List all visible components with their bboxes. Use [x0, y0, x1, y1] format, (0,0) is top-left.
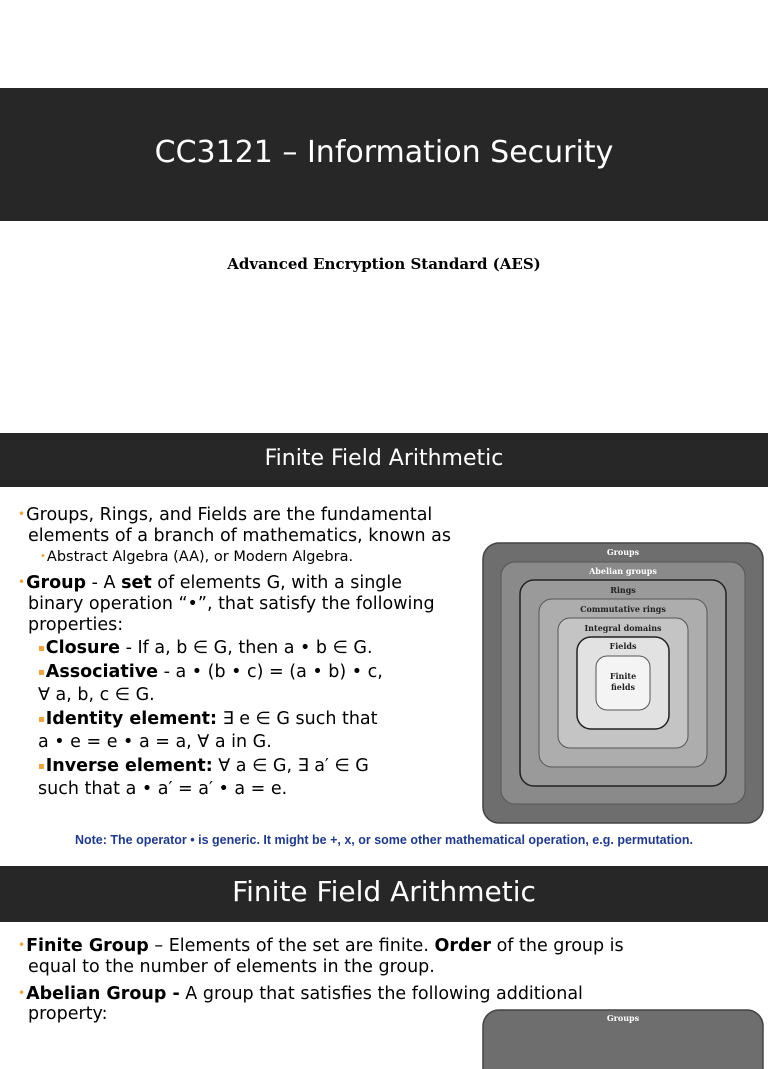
bullet-icon: • [18, 575, 26, 589]
slide1-subtitle: Advanced Encryption Standard (AES) [227, 255, 541, 273]
sub-bullet-associative: ▪Associative - a • (b • c) = (a • b) • c, [38, 662, 383, 682]
bullet-groups-rings-fields-cont: elements of a branch of mathematics, known as [28, 526, 451, 546]
label-fields: Fields [609, 641, 637, 651]
bullet-icon: • [18, 507, 26, 521]
bullet-icon: • [18, 986, 26, 1000]
sub-bullet-identity: ▪Identity element: ∃ e ∈ G such that [38, 709, 378, 729]
bullet-abelian-group: •Abelian Group - A group that satisfies the following additional [18, 984, 583, 1004]
sub-bullet-closure: ▪Closure - If a, b ∈ G, then a • b ∈ G. [38, 638, 373, 658]
label-groups-2: Groups [606, 1013, 640, 1023]
label-fields-2: fields [610, 682, 636, 692]
sub-bullet-identity-line2: a • e = e • a = a, ∀ a in G. [38, 732, 272, 752]
bullet-finite-group-line2: equal to the number of elements in the group. [28, 957, 435, 977]
label-abelian-groups: Abelian groups [589, 566, 657, 576]
label-finite: Finite [609, 671, 637, 681]
label-commutative-rings: Commutative rings [580, 604, 666, 614]
slide1-title: CC3121 – Information Security [154, 135, 614, 170]
bullet-icon: • [40, 551, 46, 562]
operator-note: Note: The operator • is generic. It might be +, x, or some other mathematical operation, e.g. permutation. [74, 833, 694, 847]
sub-bullet-inverse-line2: such that a • a′ = a′ • a = e. [38, 779, 288, 799]
bullet-icon: ▪ [38, 714, 45, 725]
sub-bullet-inverse: ▪Inverse element: ∀ a ∈ G, ∃ a′ ∈ G [38, 756, 369, 776]
bullet-group-line3: properties: [28, 615, 124, 635]
slide3-title-bar [0, 866, 768, 922]
bullet-groups-rings-fields: •Groups, Rings, and Fields are the fundamental [18, 505, 433, 525]
label-rings: Rings [610, 585, 636, 595]
bullet-icon: ▪ [38, 667, 45, 678]
sub-bullet-abstract-algebra: •Abstract Algebra (AA), or Modern Algebra. [40, 549, 354, 565]
bullet-group: •Group - A set of elements G, with a single [18, 573, 403, 593]
bullet-group-line2: binary operation “•”, that satisfy the following [28, 594, 435, 614]
slide1-title-bar [0, 88, 768, 221]
slide3-title: Finite Field Arithmetic [232, 875, 536, 908]
sub-bullet-associative-line2: ∀ a, b, c ∈ G. [38, 685, 155, 705]
bullet-icon: ▪ [38, 643, 45, 654]
label-groups: Groups [606, 547, 640, 557]
slide2-title: Finite Field Arithmetic [264, 446, 504, 471]
algebraic-structures-diagram-partial [482, 1009, 764, 1069]
label-integral-domains: Integral domains [584, 623, 662, 633]
bullet-icon: • [18, 938, 26, 952]
algebraic-structures-diagram [482, 542, 764, 824]
bullet-abelian-group-line2: property: [28, 1004, 108, 1024]
bullet-icon: ▪ [38, 761, 45, 772]
bullet-finite-group: •Finite Group – Elements of the set are finite. Order of the group is [18, 936, 624, 956]
slide2-title-bar [0, 433, 768, 487]
